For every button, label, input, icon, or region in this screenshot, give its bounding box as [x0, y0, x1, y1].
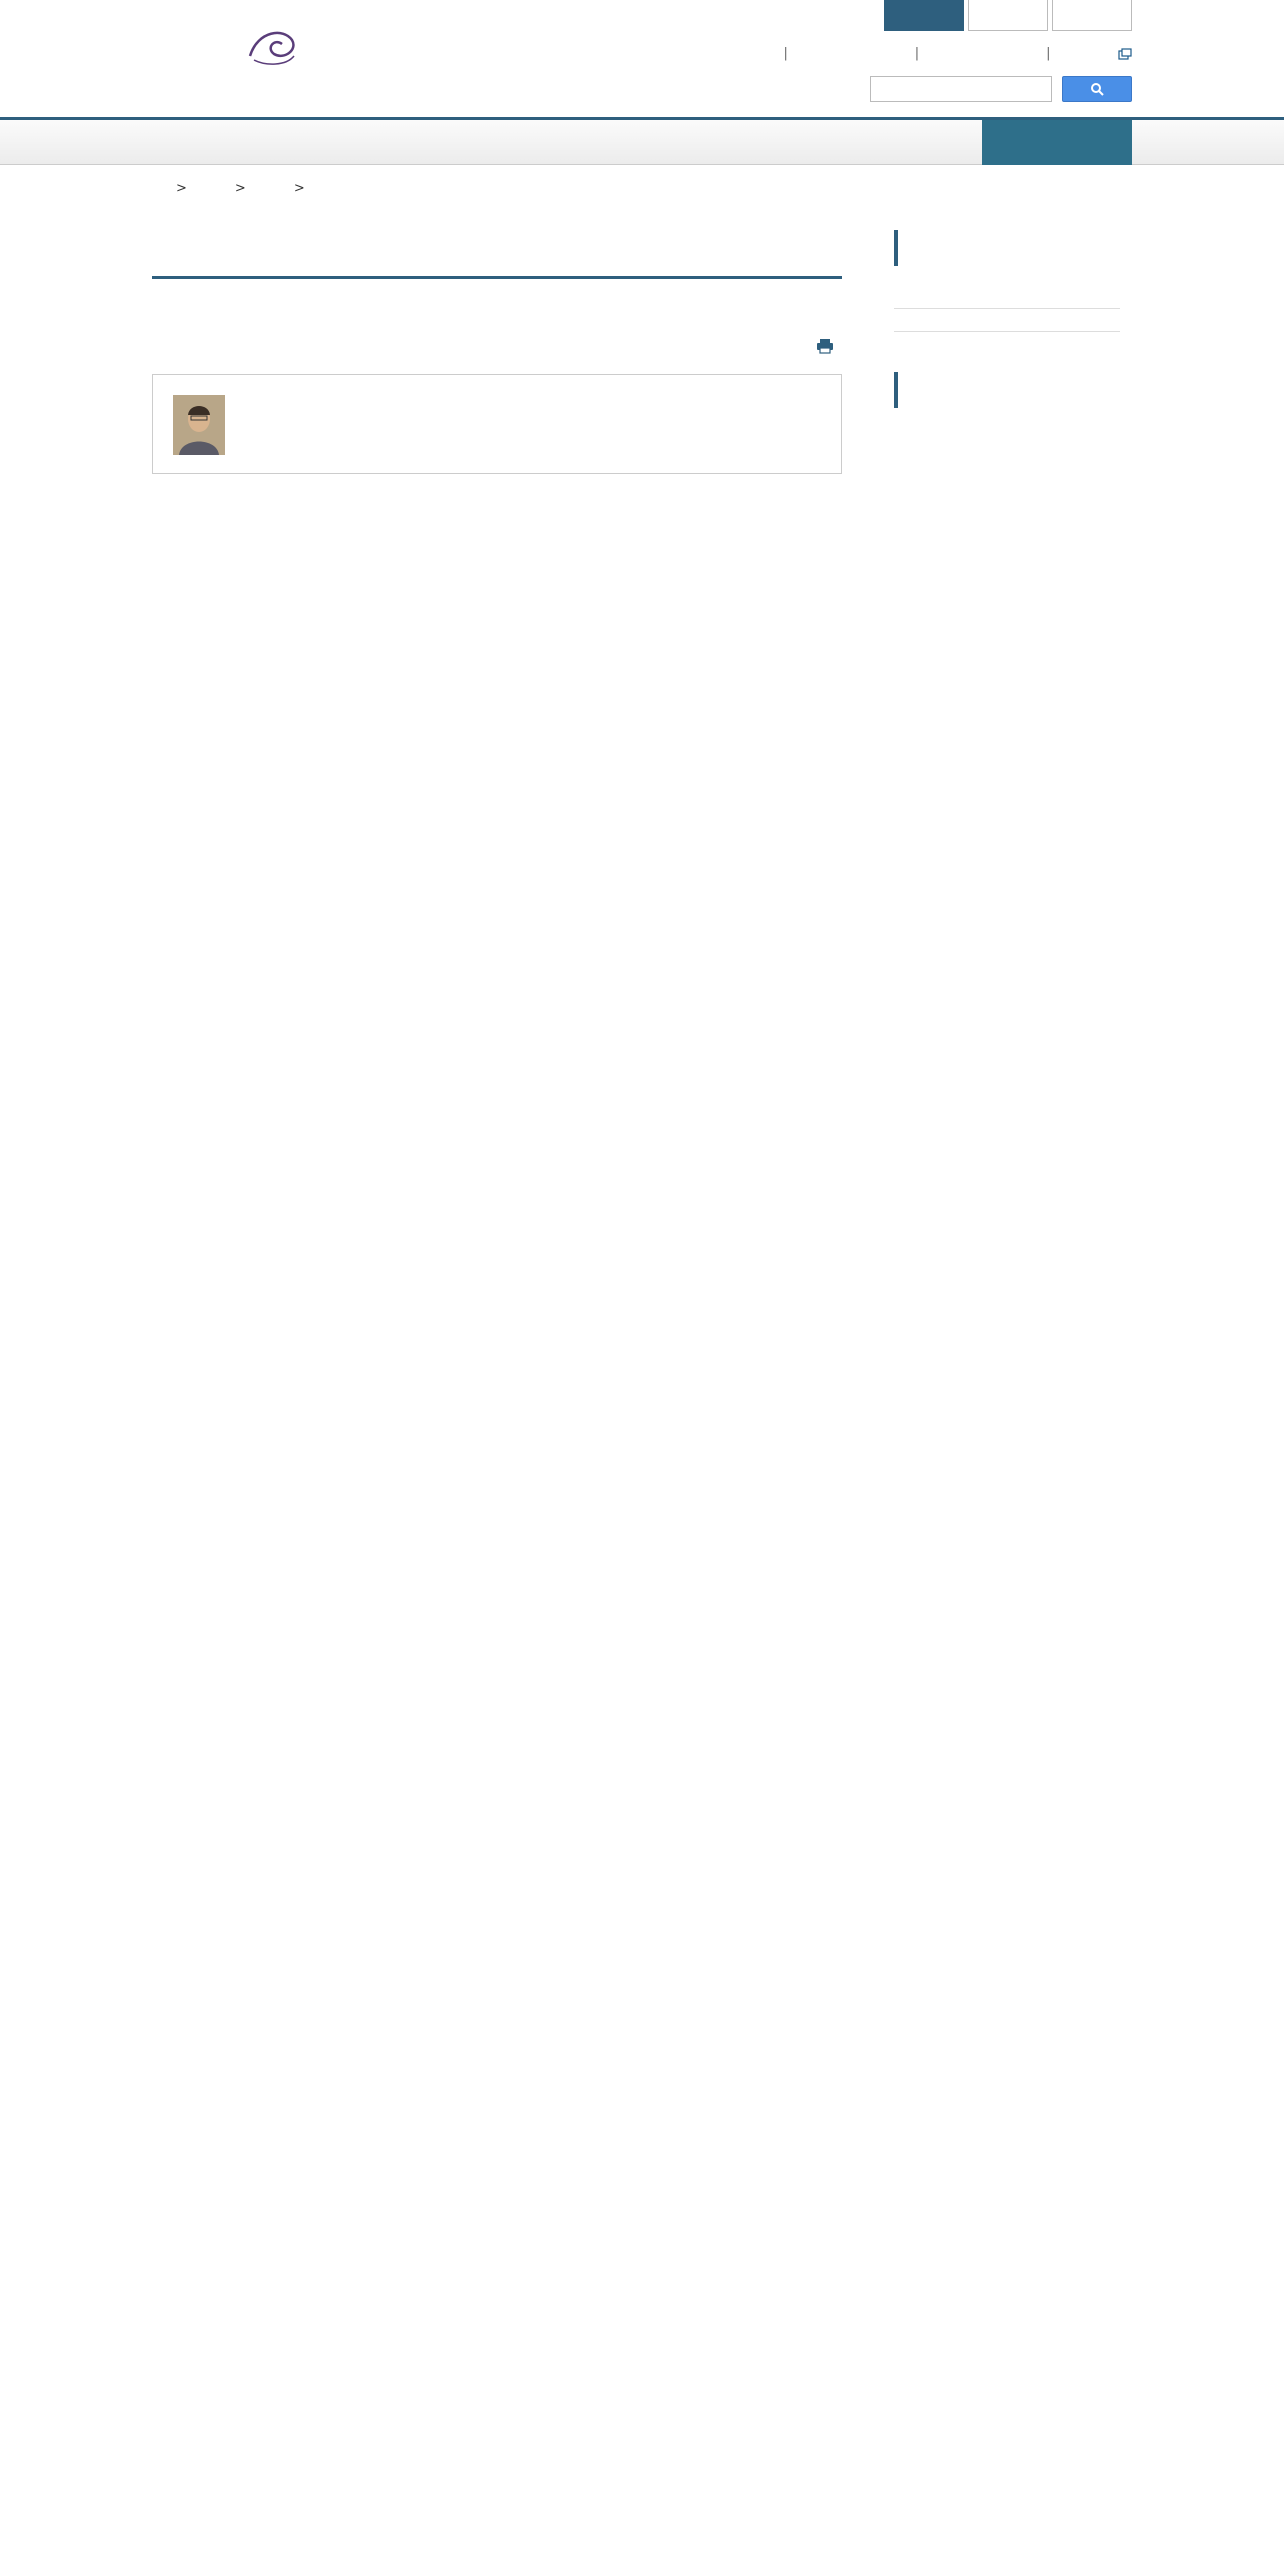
search-button[interactable] [1062, 76, 1132, 102]
site-header [0, 0, 1284, 118]
sidebar-info-title [894, 372, 1120, 408]
separator: | [1046, 46, 1051, 61]
nav-data-statistics[interactable] [826, 120, 982, 165]
sidebar [894, 230, 1120, 422]
nav-papers[interactable] [476, 120, 588, 165]
sidebar-item-journal[interactable] [894, 309, 1120, 332]
breadcrumb-separator: > [176, 181, 187, 196]
author-card [152, 374, 842, 474]
printer-icon [816, 338, 834, 354]
external-window-icon [1118, 48, 1132, 60]
article-body [152, 536, 842, 566]
lang-japanese[interactable] [884, 0, 964, 31]
sidebar-column-title [894, 230, 1120, 266]
search-icon [1090, 82, 1104, 96]
print-button[interactable] [816, 338, 842, 354]
sidebar-special-list [894, 300, 1120, 309]
separator: | [914, 46, 920, 61]
lang-english[interactable] [968, 0, 1048, 31]
paper-search-link[interactable] [1114, 48, 1132, 60]
breadcrumb-separator: > [293, 181, 305, 196]
nav-publications[interactable] [588, 120, 700, 165]
breadcrumb-separator: > [234, 181, 246, 196]
sidebar-item-special[interactable] [894, 278, 1120, 300]
logo-swirl-icon [244, 26, 300, 70]
global-nav-items [152, 120, 1132, 165]
nav-fellows[interactable] [300, 120, 476, 165]
nav-events[interactable] [700, 120, 826, 165]
author-photo[interactable] [173, 395, 225, 455]
rieti-logo[interactable] [152, 26, 300, 72]
utility-links [720, 46, 1132, 61]
separator: | [783, 46, 788, 61]
portrait-icon [173, 395, 225, 455]
lang-chinese[interactable] [1052, 0, 1132, 31]
nav-columns[interactable] [982, 120, 1132, 165]
global-nav [0, 117, 1284, 165]
nav-research-themes[interactable] [152, 120, 300, 165]
page-title [152, 262, 842, 279]
site-search-input[interactable] [870, 76, 1052, 102]
breadcrumb [152, 181, 329, 196]
article-main [152, 236, 842, 279]
